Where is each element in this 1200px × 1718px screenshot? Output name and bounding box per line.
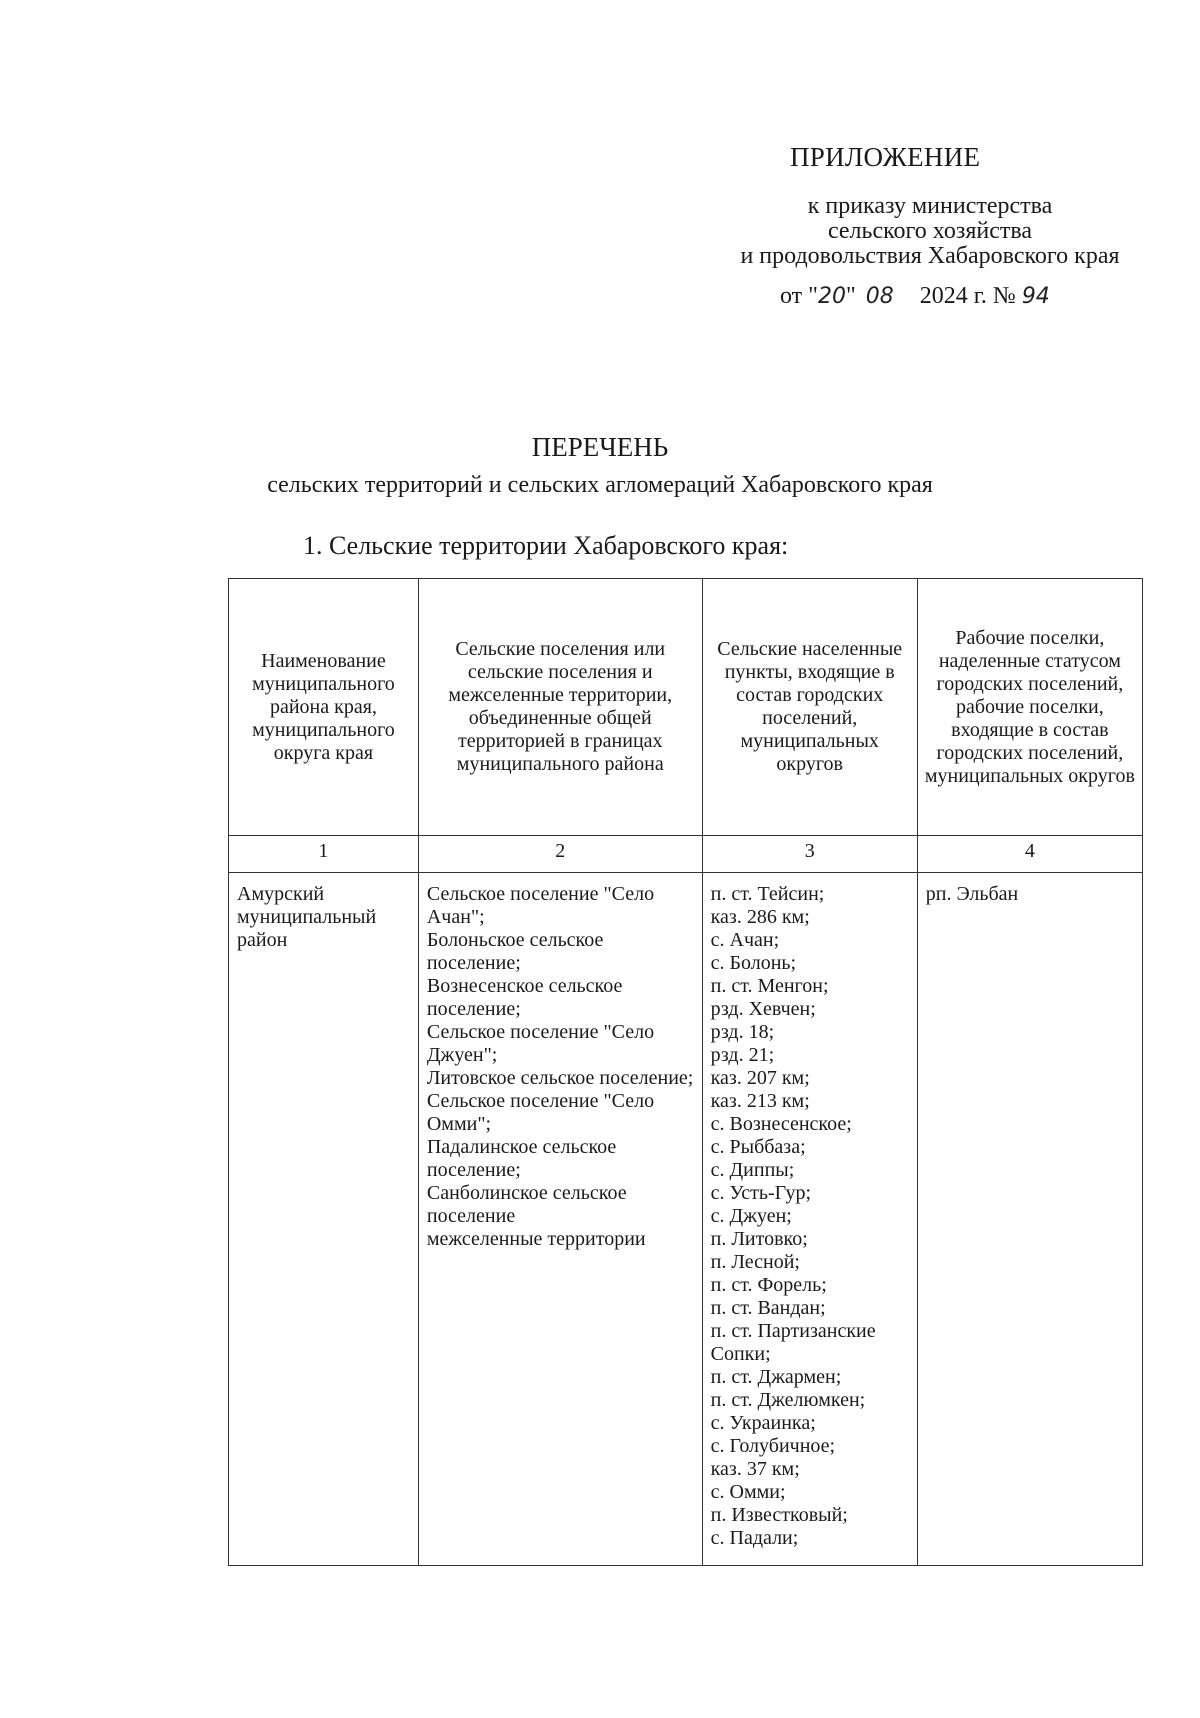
- territories-table: [228, 578, 1143, 1566]
- locality-item: с. Диппы;: [710, 1159, 795, 1181]
- locality-item: каз. 37 км;: [710, 1458, 800, 1480]
- locality-item: п. ст. Джармен;: [710, 1366, 842, 1388]
- locality-item: каз. 213 км;: [710, 1090, 810, 1112]
- locality-item: п. ст. Вандан;: [710, 1297, 826, 1319]
- date-quote: ": [845, 283, 856, 309]
- header-cell-district: Наименование муниципального района края, муниципального округа края: [229, 579, 419, 836]
- locality-item: п. Литовко;: [710, 1228, 808, 1250]
- column-number-row: [229, 836, 1143, 873]
- settlement-item: Литовское сельское поселение;: [426, 1067, 694, 1089]
- work-settlements-cell: рп. Эльбан: [917, 873, 1142, 1566]
- locality-item: каз. 286 км;: [710, 906, 810, 928]
- locality-item: с. Падали;: [710, 1527, 799, 1549]
- settlement-item: Сельское поселение "Село Джуен";: [426, 1021, 655, 1066]
- column-number: 2: [418, 836, 702, 873]
- order-line: к приказу министерства: [807, 193, 1053, 219]
- section-heading: 1. Сельские территории Хабаровского края:: [303, 531, 789, 560]
- settlement-item: Болоньское сельское поселение;: [426, 929, 604, 974]
- locality-item: п. ст. Форель;: [710, 1274, 827, 1296]
- locality-item: с. Джуен;: [710, 1205, 792, 1227]
- locality-item: рзд. 18;: [710, 1021, 775, 1043]
- document-subtitle: сельских территорий и сельских агломераций Хабаровского края: [267, 472, 933, 498]
- document-title: ПЕРЕЧЕНЬ: [531, 432, 669, 462]
- order-reference: [680, 194, 1180, 269]
- district-cell: Амурский муниципальный район: [229, 873, 419, 1566]
- locality-item: с. Голубичное;: [710, 1435, 836, 1457]
- locality-item: п. ст. Тейсин;: [710, 883, 825, 905]
- locality-item: с. Омми;: [710, 1481, 786, 1503]
- settlement-item: межселенные территории: [426, 1228, 646, 1250]
- locality-item: п. Лесной;: [710, 1251, 800, 1273]
- locality-item: каз. 207 км;: [710, 1067, 810, 1089]
- date-month-handwritten: 08: [865, 284, 894, 309]
- header-cell-localities: Сельские населенные пункты, входящие в состав городских поселений, муниципальных округов: [702, 579, 917, 836]
- date-prefix: от ": [780, 283, 818, 309]
- settlement-item: Сельское поселение "Село Ачан";: [426, 883, 655, 928]
- header-cell-settlements: Сельские поселения или сельские поселения и межселенные территории, объединенные общей территорией в границах муниципального района: [418, 579, 702, 836]
- column-number: 1: [229, 836, 419, 873]
- table-header-row: [229, 579, 1143, 836]
- appendix-title: ПРИЛОЖЕНИЕ: [790, 142, 981, 172]
- order-line: и продовольствия Хабаровского края: [740, 243, 1120, 269]
- locality-item: с. Усть-Гур;: [710, 1182, 812, 1204]
- locality-item: п. ст. Партизанские Сопки;: [710, 1320, 876, 1365]
- locality-item: п. Известковый;: [710, 1504, 848, 1526]
- locality-item: п. ст. Джелюмкен;: [710, 1389, 866, 1411]
- locality-item: с. Ачан;: [710, 929, 780, 951]
- locality-item: с. Болонь;: [710, 952, 797, 974]
- order-number-handwritten: 94: [1021, 284, 1050, 309]
- order-line: сельского хозяйства: [827, 218, 1033, 244]
- column-number: 3: [702, 836, 917, 873]
- order-date-line: [780, 283, 1050, 310]
- settlement-item: Падалинское сельское поселение;: [426, 1136, 617, 1181]
- locality-item: с. Рыббаза;: [710, 1136, 806, 1158]
- settlement-item: Вознесенское сельское поселение;: [426, 975, 623, 1020]
- header-cell-work-settlements: Рабочие поселки, наделенные статусом городских поселений, рабочие поселки, входящие в состав городских поселений, муниципальных округов: [917, 579, 1142, 836]
- settlement-item: Санболинское сельское поселение: [426, 1182, 627, 1227]
- date-day-handwritten: 20: [817, 284, 846, 309]
- settlement-item: Сельское поселение "Село Омми";: [426, 1090, 655, 1135]
- localities-cell: [702, 873, 917, 1566]
- locality-item: рзд. 21;: [710, 1044, 775, 1066]
- table-row: [229, 873, 1143, 1566]
- locality-item: с. Вознесенское;: [710, 1113, 852, 1135]
- locality-item: п. ст. Менгон;: [710, 975, 829, 997]
- column-number: 4: [917, 836, 1142, 873]
- locality-item: рзд. Хевчен;: [710, 998, 816, 1020]
- locality-item: с. Украинка;: [710, 1412, 816, 1434]
- date-year: 2024 г. №: [919, 283, 1016, 309]
- settlements-cell: [418, 873, 702, 1566]
